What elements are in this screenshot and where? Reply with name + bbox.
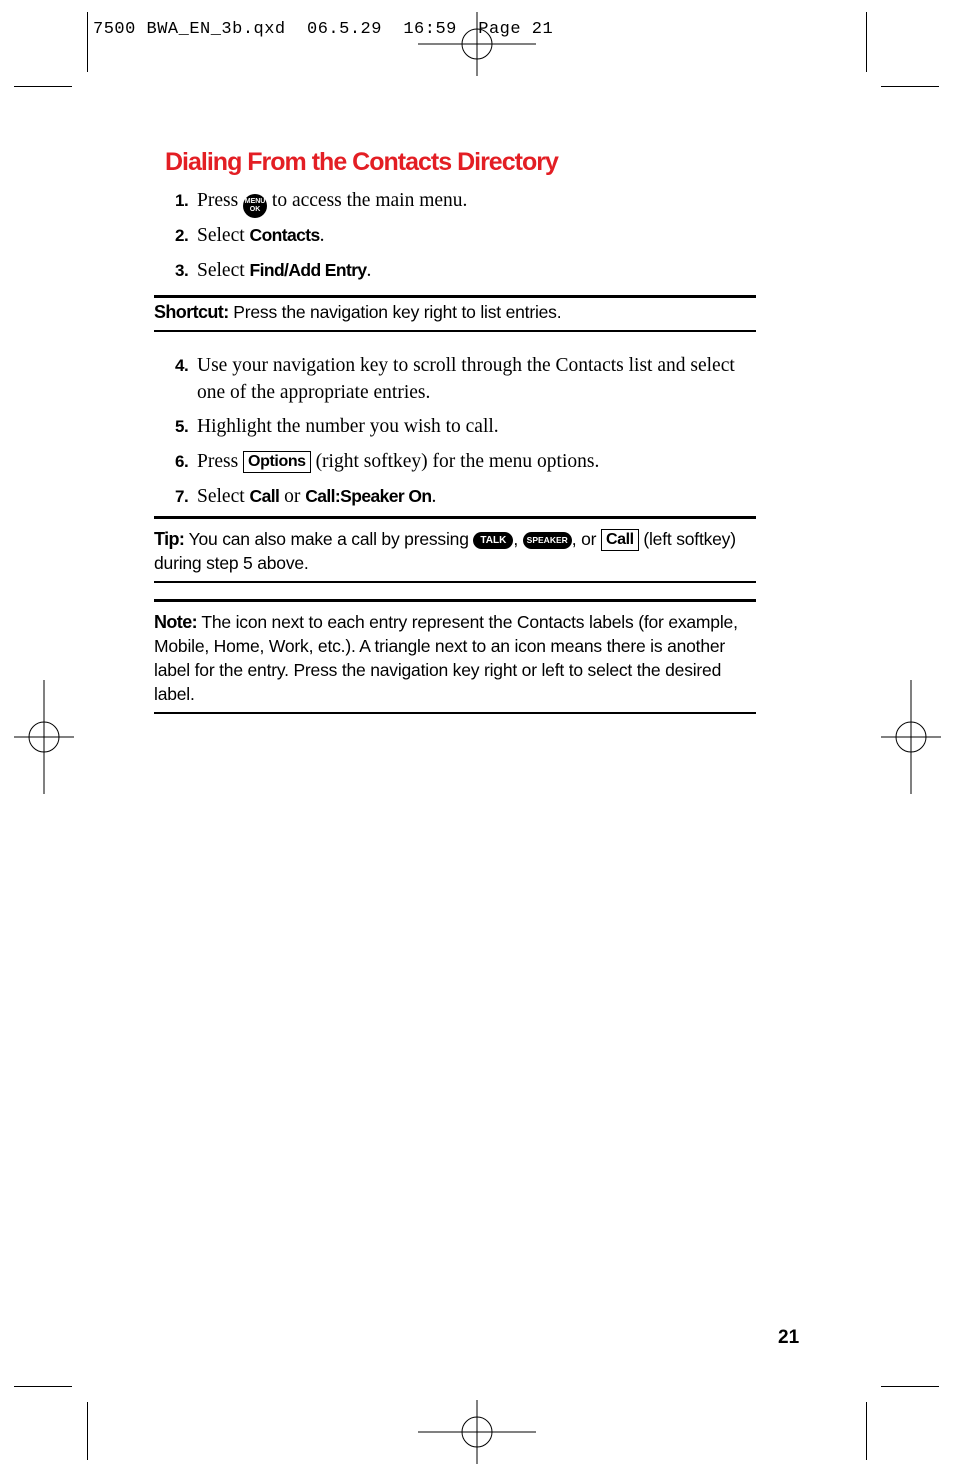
crop-mark: [87, 12, 88, 72]
step-2: [175, 222, 760, 249]
speaker-key-icon: SPEAKER: [523, 532, 572, 549]
step-1: [175, 187, 760, 218]
step-5: [175, 413, 760, 440]
crop-mark: [866, 1402, 867, 1460]
step-text: .: [366, 260, 372, 281]
crop-mark: [881, 86, 939, 87]
step-text: Press: [197, 190, 239, 211]
step-3: [175, 257, 760, 284]
options-softkey: Options: [243, 451, 311, 473]
registration-mark-icon: [418, 12, 536, 76]
registration-mark-icon: [881, 680, 941, 794]
crop-mark: [87, 1402, 88, 1460]
menu-item-contacts: Contacts: [249, 225, 320, 245]
step-text: Use your navigation key to scroll through the Contacts list and select one of the appropriate entries.: [197, 355, 735, 403]
menu-key-label: MENU: [244, 198, 266, 205]
menu-ok-key-icon: [243, 194, 267, 218]
tip-label: Tip:: [154, 529, 185, 549]
section-title: Dialing From the Contacts Directory: [165, 148, 558, 176]
shortcut-text: Press the navigation key right to list entries.: [233, 302, 562, 322]
talk-key-icon: TALK: [473, 532, 513, 549]
tip-text: You can also make a call by pressing: [188, 529, 469, 549]
crop-mark: [14, 1386, 72, 1387]
box-top-rule: [154, 295, 756, 298]
box-top-rule: [154, 516, 756, 519]
step-6: [175, 448, 760, 475]
tip-separator: , or: [571, 529, 597, 549]
tip-text: (left softkey) during step 5 above.: [154, 529, 736, 573]
step-text: Select: [197, 486, 245, 507]
step-text: Select: [197, 225, 245, 246]
step-text: .: [319, 225, 325, 246]
step-number: 6.: [175, 452, 189, 471]
crop-mark: [14, 86, 72, 87]
menu-item-call-speaker-on: Call:Speaker On: [305, 486, 432, 506]
crop-mark: [881, 1386, 939, 1387]
step-text: Highlight the number you wish to call.: [197, 416, 499, 437]
tip-separator: ,: [513, 529, 518, 549]
step-number: 5.: [175, 417, 189, 436]
registration-mark-icon: [418, 1400, 536, 1464]
tip-box: [154, 527, 754, 575]
step-4: [175, 352, 760, 406]
box-bottom-rule: [154, 330, 756, 332]
step-number: 7.: [175, 487, 189, 506]
registration-mark-icon: [14, 680, 74, 794]
note-box: [154, 610, 754, 706]
box-bottom-rule: [154, 712, 756, 714]
step-text: .: [431, 486, 437, 507]
menu-item-find-add-entry: Find/Add Entry: [249, 260, 367, 280]
ok-key-label: OK: [249, 206, 261, 213]
box-top-rule: [154, 599, 756, 602]
step-text: to access the main menu.: [271, 190, 468, 211]
print-slug: 7500 BWA_EN_3b.qxd 06.5.29 16:59 Page 21: [93, 20, 554, 39]
menu-item-call: Call: [249, 486, 280, 506]
call-softkey: Call: [601, 529, 639, 551]
note-text: The icon next to each entry represent the Contacts labels (for example, Mobile, Home, Work, etc.). A triangle next to an icon means there is another label for the entry. Press the navigation key right or left to select the desired label.: [154, 612, 738, 704]
step-number: 2.: [175, 226, 189, 245]
note-label: Note:: [154, 612, 197, 632]
step-text: or: [284, 486, 301, 507]
step-text: Select: [197, 260, 245, 281]
page-number: 21: [778, 1327, 800, 1348]
step-7: [175, 483, 760, 510]
step-text: Press: [197, 451, 239, 472]
shortcut-label: Shortcut:: [154, 302, 229, 322]
step-number: 3.: [175, 261, 189, 280]
step-text: (right softkey) for the menu options.: [315, 451, 600, 472]
step-number: 1.: [175, 191, 189, 210]
crop-mark: [866, 12, 867, 72]
box-bottom-rule: [154, 581, 756, 583]
shortcut-box: [154, 300, 754, 324]
step-number: 4.: [175, 356, 189, 375]
